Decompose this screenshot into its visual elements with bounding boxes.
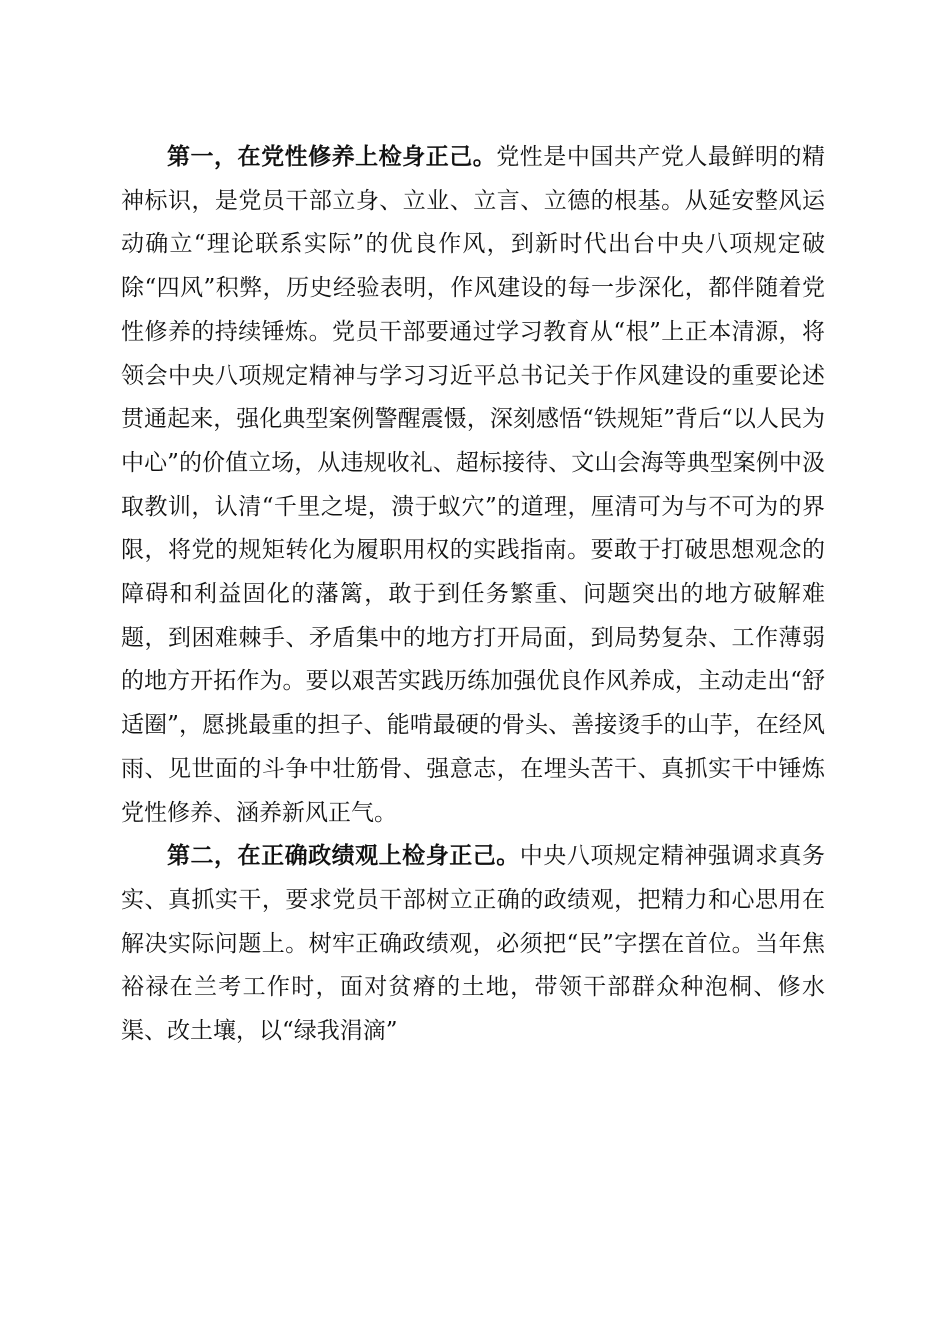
document-body (121, 136, 825, 1054)
paragraph-1-heading: 第一，在党性修养上检身正己。 (167, 144, 497, 170)
paragraph-1 (121, 136, 825, 835)
paragraph-2-text: 中央八项规定精神强调求真务实、真抓实干，要求党员干部树立正确的政绩观，把精力和心思用在解决实际问题上。树牢正确政绩观，必须把“民”字摆在首位。当年焦裕禄在兰考工作时，面对贫瘠的土地，带领干部群众种泡桐、修水渠、改土壤，以“绿我涓滴” (121, 843, 826, 1045)
paragraph-1-text: 党性是中国共产党人最鲜明的精神标识，是党员干部立身、立业、立言、立德的根基。从延安整风运动确立“理论联系实际”的优良作风，到新时代出台中央八项规定破除“四风”积弊，历史经验表明，作风建设的每一步深化，都伴随着党性修养的持续锤炼。党员干部要通过学习教育从“根”上正本清源，将领会中央八项规定精神与学习习近平总书记关于作风建设的重要论述贯通起来，强化典型案例警醒震慑，深刻感悟“铁规矩”背后“以人民为中心”的价值立场，从违规收礼、超标接待、文山会海等典型案例中汲取教训，认清“千里之堤，溃于蚁穴”的道理，厘清可为与不可为的界限，将党的规矩转化为履职用权的实践指南。要敢于打破思想观念的障碍和利益固化的藩篱，敢于到任务繁重、问题突出的地方破解难题，到困难棘手、矛盾集中的地方打开局面，到局势复杂、工作薄弱的地方开拓作为。要以艰苦实践历练加强优良作风养成，主动走出“舒适圈”，愿挑最重的担子、能啃最硬的骨头、善接烫手的山芋，在经风雨、见世面的斗争中壮筋骨、强意志，在埋头苦干、真抓实干中锤炼党性修养、涵养新风正气。 (121, 144, 826, 826)
paragraph-2 (121, 835, 825, 1054)
paragraph-2-heading: 第二，在正确政绩观上检身正己。 (167, 843, 520, 870)
